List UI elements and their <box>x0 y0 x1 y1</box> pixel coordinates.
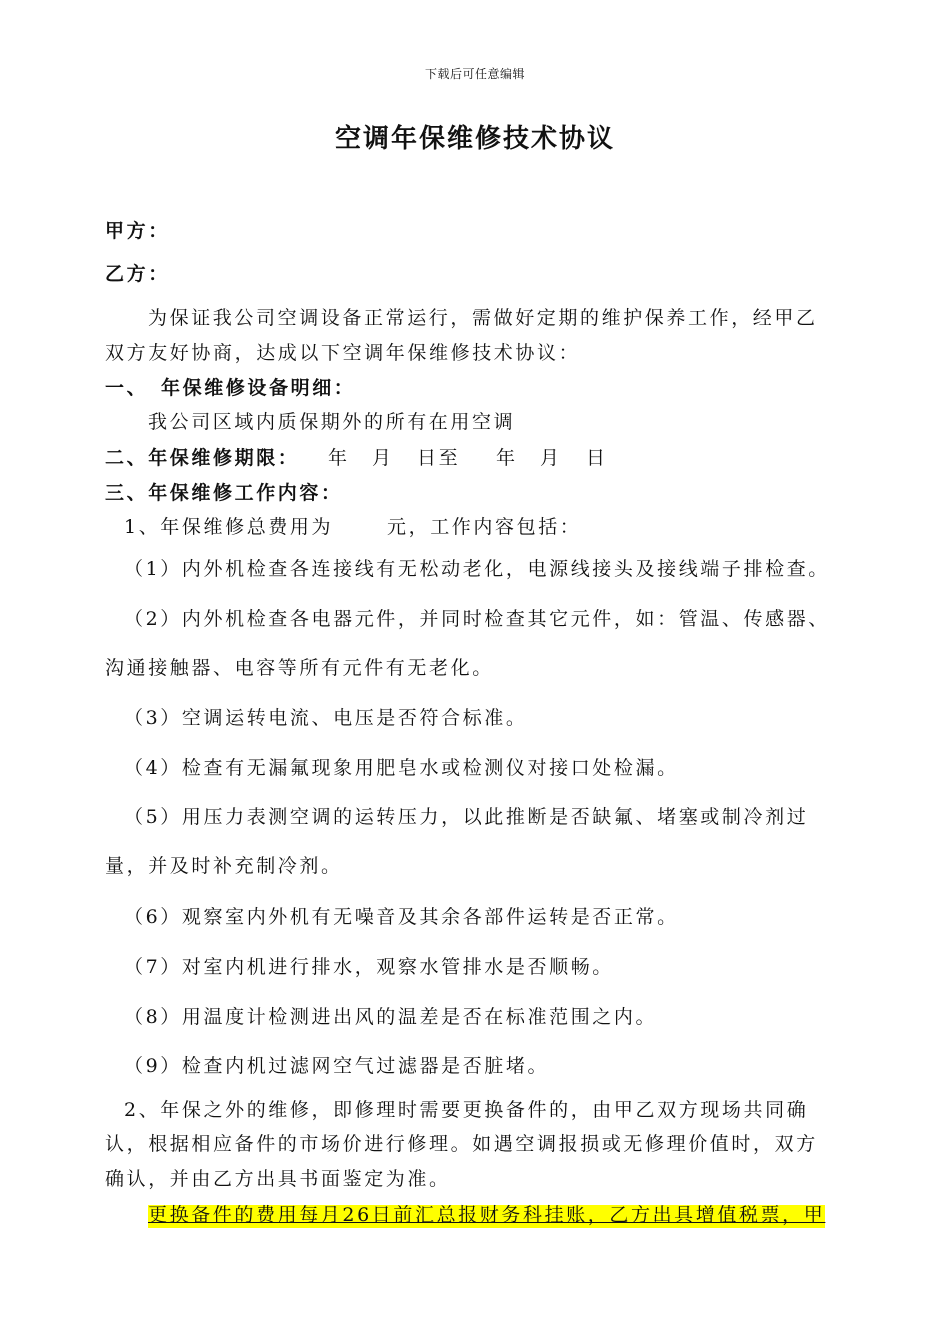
section3-heading: 三、年保维修工作内容： <box>105 482 343 504</box>
term-month-start: 月 <box>372 447 394 469</box>
document-title: 空调年保维修技术协议 <box>334 124 615 154</box>
repair-line-1: 2、年保之外的维修，即修理时需要更换备件的，由甲乙双方现场共同确 <box>124 1099 809 1121</box>
work-item-2: （2）内外机检查各电器元件，并同时检查其它元件，如：管温、传感器、 <box>124 608 830 630</box>
party-a-label: 甲方： <box>105 220 170 242</box>
work-item-7: （7）对室内机进行排水，观察水管排水是否顺畅。 <box>124 956 614 978</box>
section2-heading: 二、年保维修期限： <box>105 447 300 469</box>
term-year-start: 年 <box>328 447 350 469</box>
repair-line-3: 确认，并由乙方出具书面鉴定为准。 <box>105 1168 451 1190</box>
work-item-6: （6）观察室内外机有无噪音及其余各部件运转是否正常。 <box>124 906 679 928</box>
work-item-8: （8）用温度计检测进出风的温差是否在标准范围之内。 <box>124 1006 658 1028</box>
term-year-end: 年 <box>496 447 518 469</box>
section1-body: 我公司区域内质保期外的所有在用空调 <box>148 411 516 433</box>
cost-prefix: 1、年保维修总费用为 <box>124 516 334 538</box>
work-item-4: （4）检查有无漏氟现象用肥皂水或检测仪对接口处检漏。 <box>124 757 679 779</box>
highlighted-billing-line: 更换备件的费用每月26日前汇总报财务科挂账，乙方出具增值税票，甲 <box>148 1204 826 1226</box>
work-item-9: （9）检查内机过滤网空气过滤器是否脏堵。 <box>124 1055 550 1077</box>
term-day-end: 日 <box>586 447 608 469</box>
term-month-end: 月 <box>540 447 562 469</box>
cost-suffix: 元，工作内容包括： <box>387 516 582 538</box>
intro-line-1: 为保证我公司空调设备正常运行，需做好定期的维护保养工作，经甲乙 <box>148 307 818 329</box>
section1-heading: 年保维修设备明细： <box>161 377 356 399</box>
work-item-1: （1）内外机检查各连接线有无松动老化，电源线接头及接线端子排检查。 <box>124 558 830 580</box>
term-day-start: 日至 <box>417 447 461 469</box>
work-item-5: （5）用压力表测空调的运转压力，以此推断是否缺氟、堵塞或制冷剂过 <box>124 806 809 828</box>
work-item-2-cont: 沟通接触器、电容等所有元件有无老化。 <box>105 657 494 679</box>
download-note: 下载后可任意编辑 <box>424 67 525 81</box>
repair-line-2: 认，根据相应备件的市场价进行修理。如遇空调报损或无修理价值时，双方 <box>105 1133 818 1155</box>
section1-number: 一、 <box>105 377 149 399</box>
intro-line-2: 双方友好协商，达成以下空调年保维修技术协议： <box>105 342 581 364</box>
work-item-3: （3）空调运转电流、电压是否符合标准。 <box>124 707 528 729</box>
work-item-5-cont: 量，并及时补充制冷剂。 <box>105 855 343 877</box>
party-b-label: 乙方： <box>105 263 170 285</box>
